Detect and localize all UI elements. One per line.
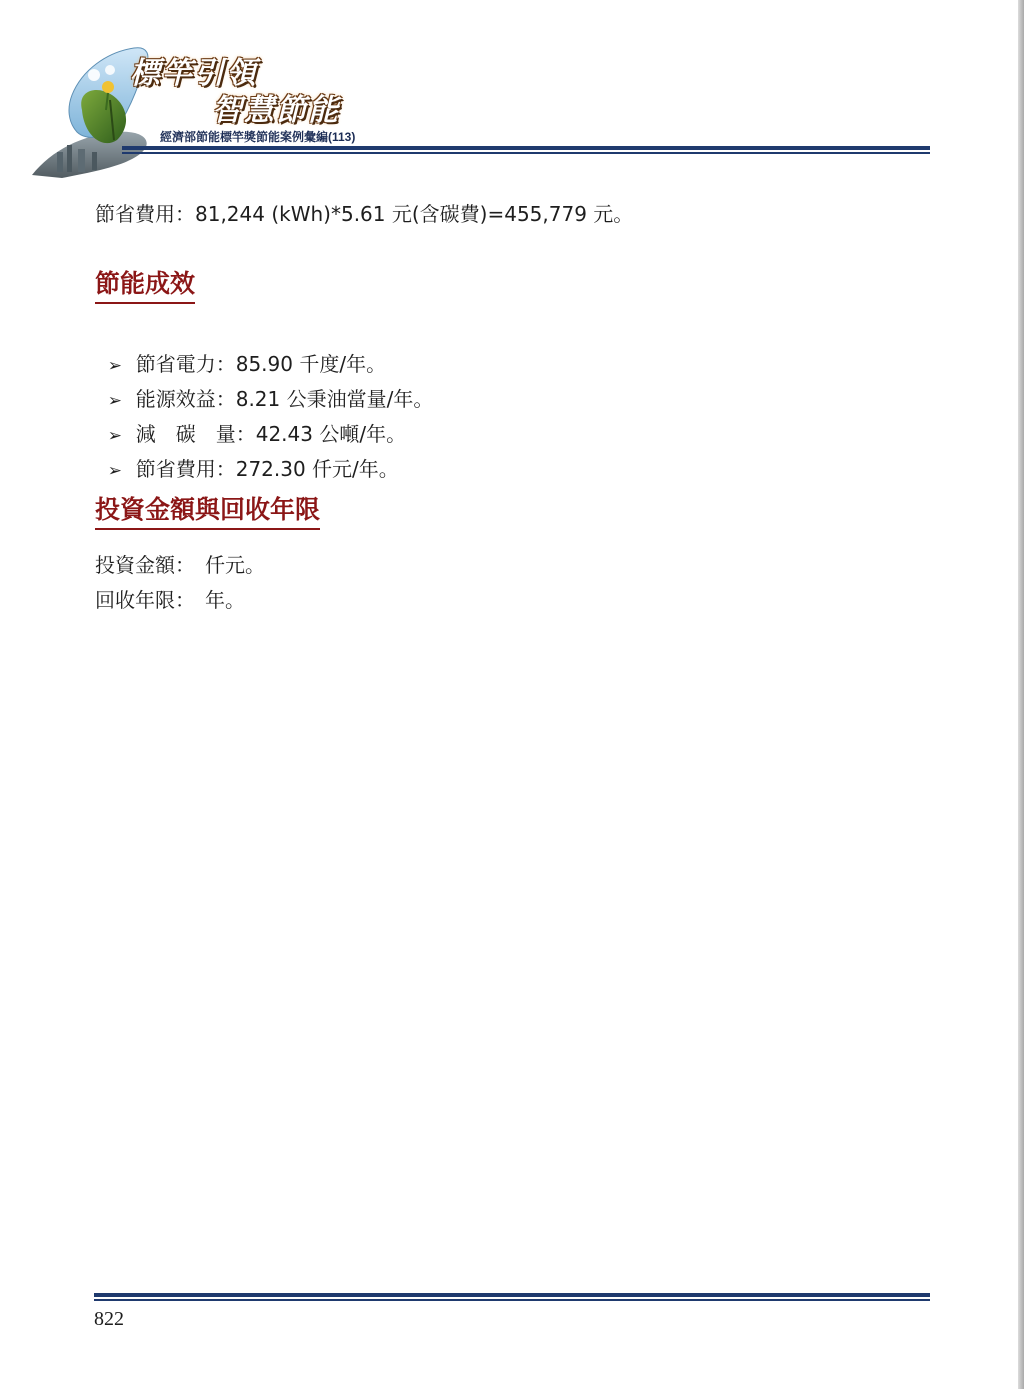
page-edge-shadow [1018, 0, 1024, 1389]
bullet-arrow-icon: ➢ [107, 391, 122, 411]
header-rule-thick [122, 146, 930, 150]
section-heading-effect: 節能成效 [95, 268, 195, 304]
header-rule-thin [122, 152, 930, 154]
effect-item-text: 能源效益：8.21 公秉油當量/年。 [135, 387, 434, 411]
effect-item-text: 節省費用：272.30 仟元/年。 [135, 457, 399, 481]
header-subtitle: 經濟部節能標竿獎節能案例彙編(113) [160, 130, 356, 144]
page-number: 822 [94, 1308, 124, 1330]
header-title-line2: 智慧節能 [212, 93, 340, 128]
section-heading-investment: 投資金額與回收年限 [95, 494, 320, 530]
bullet-arrow-icon: ➢ [107, 426, 122, 446]
footer-rule-thick [94, 1293, 930, 1297]
bullet-arrow-icon: ➢ [107, 461, 122, 481]
investment-amount-line: 投資金額： 仟元。 [95, 553, 265, 577]
effect-list-item [95, 430, 399, 484]
effect-item-text: 減 碳 量：42.43 公噸/年。 [135, 422, 407, 446]
payback-period-line: 回收年限： 年。 [95, 588, 245, 612]
bullet-arrow-icon: ➢ [107, 356, 122, 376]
header-title-line1: 標竿引領 [130, 56, 258, 91]
footer-rule-thin [94, 1299, 930, 1301]
effect-item-text: 節省電力：85.90 千度/年。 [135, 352, 387, 376]
cost-calculation-line: 節省費用：81,244 (kWh)*5.61 元(含碳費)=455,779 元。 [95, 202, 634, 226]
